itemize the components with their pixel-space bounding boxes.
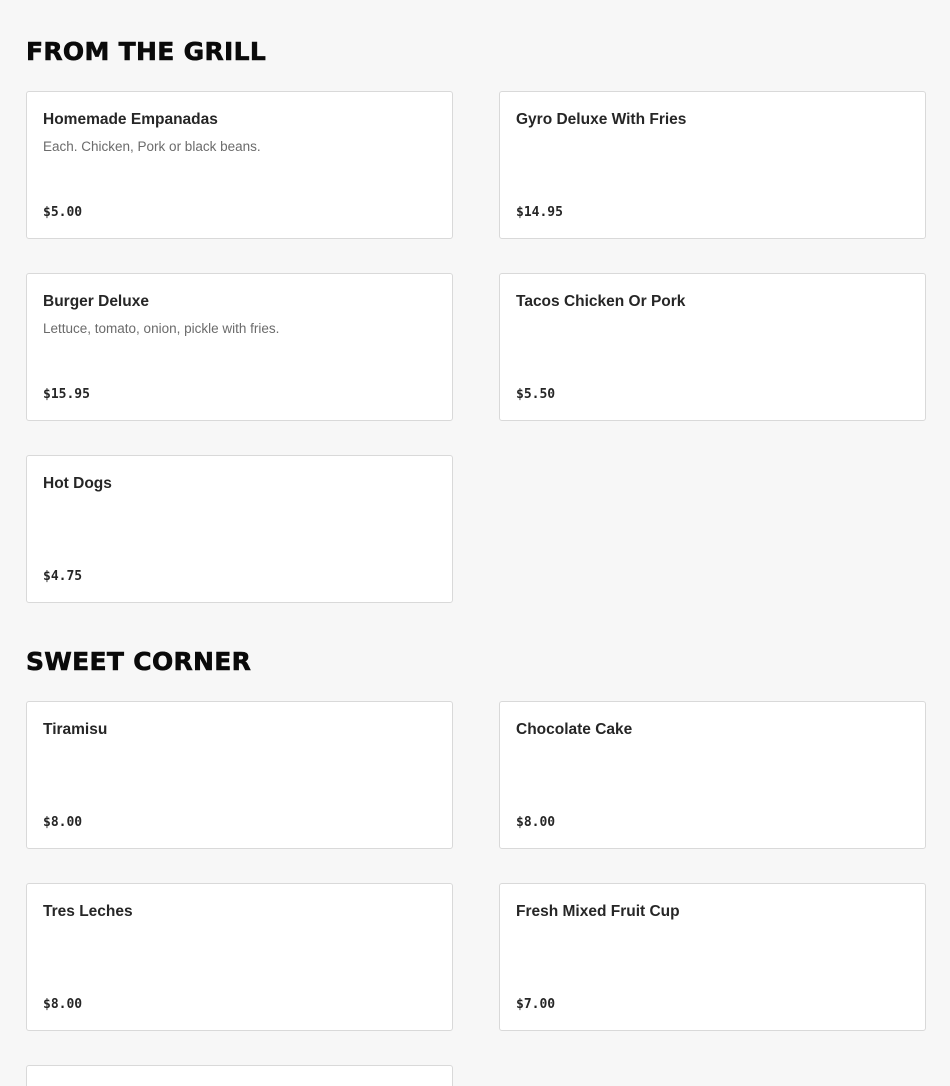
menu-item-card[interactable] xyxy=(499,701,926,849)
section-title-from-the-grill: FROM THE GRILL xyxy=(26,37,267,66)
menu-item-name: Fresh Mixed Fruit Cup xyxy=(516,903,680,920)
menu-item-price: $8.00 xyxy=(43,997,83,1012)
menu-item-card[interactable] xyxy=(26,1065,453,1086)
menu-item-price: $14.95 xyxy=(516,205,563,220)
menu-item-price: $5.00 xyxy=(43,205,83,220)
menu-item-card[interactable] xyxy=(26,701,453,849)
menu-item-price: $8.00 xyxy=(516,815,556,830)
menu-item-name: Chocolate Cake xyxy=(516,721,633,738)
menu-item-name: Burger Deluxe xyxy=(43,293,149,310)
section-title-sweet-corner: SWEET CORNER xyxy=(26,647,252,676)
menu-item-name: Tacos Chicken Or Pork xyxy=(516,293,686,310)
menu-item-card[interactable] xyxy=(26,455,453,603)
menu-item-card[interactable] xyxy=(499,91,926,239)
menu-item-description: Lettuce, tomato, onion, pickle with fries. xyxy=(43,321,280,336)
menu-item-price: $8.00 xyxy=(43,815,83,830)
menu-item-price: $4.75 xyxy=(43,569,83,584)
menu-item-card[interactable] xyxy=(499,883,926,1031)
menu-item-name: Gyro Deluxe With Fries xyxy=(516,111,687,128)
menu-item-price: $7.00 xyxy=(516,997,556,1012)
menu-item-card[interactable] xyxy=(26,273,453,421)
menu-item-name: Tiramisu xyxy=(43,721,108,738)
menu-item-price: $15.95 xyxy=(43,387,90,402)
menu-item-card[interactable] xyxy=(26,883,453,1031)
menu-item-description: Each. Chicken, Pork or black beans. xyxy=(43,139,261,154)
menu-item-card[interactable] xyxy=(499,273,926,421)
menu-item-card[interactable] xyxy=(26,91,453,239)
menu-item-name: Homemade Empanadas xyxy=(43,111,218,128)
menu-item-price: $5.50 xyxy=(516,387,556,402)
menu-item-name: Hot Dogs xyxy=(43,475,112,492)
menu-item-name: Tres Leches xyxy=(43,903,133,920)
